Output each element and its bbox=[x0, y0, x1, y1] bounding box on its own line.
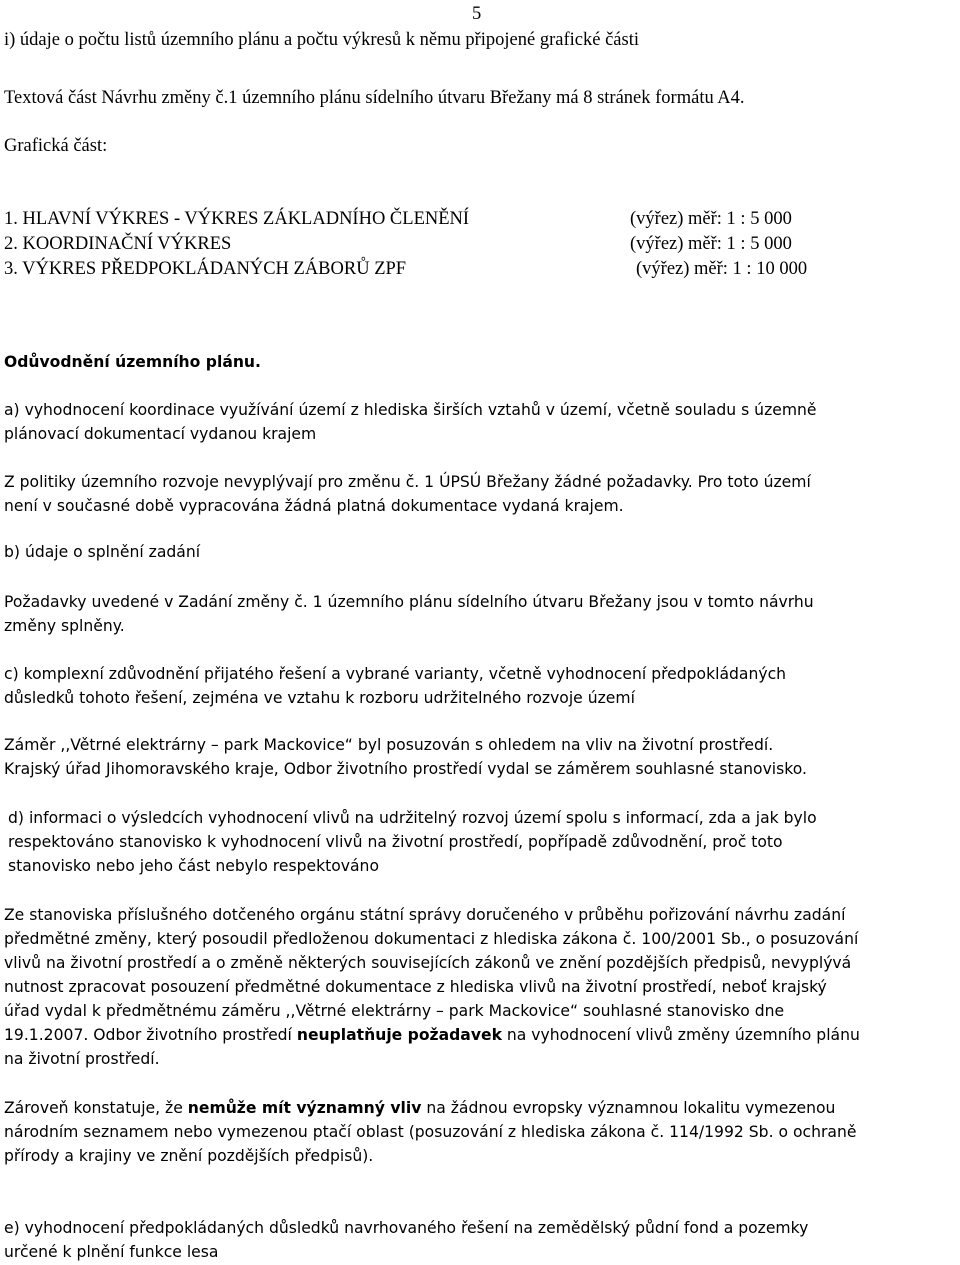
section-c-body: Krajský úřad Jihomoravského kraje, Odbor životního prostředí vydal se záměrem souhlasné stanovisko. bbox=[4, 760, 807, 778]
section-d-heading: respektováno stanovisko k vyhodnocení vlivů na životní prostředí, popřípadě zdůvodnění, proč toto bbox=[8, 833, 783, 851]
section-title: Odůvodnění územního plánu. bbox=[4, 353, 261, 371]
section-e-heading: e) vyhodnocení předpokládaných důsledků navrhovaného řešení na zemědělský půdní fond a pozemky bbox=[4, 1219, 809, 1237]
drawing-scale: (výřez) měř: 1 : 5 000 bbox=[630, 234, 792, 254]
emphasis-text: nemůže mít významný vliv bbox=[187, 1099, 422, 1117]
text-run: na žádnou evropsky významnou lokalitu vymezenou bbox=[421, 1099, 836, 1117]
text-part-info: Textová část Návrhu změny č.1 územního plánu sídelního útvaru Břežany má 8 stránek formátu A4. bbox=[4, 88, 745, 108]
drawing-item: 3. VÝKRES PŘEDPOKLÁDANÝCH ZÁBORŮ ZPF bbox=[4, 259, 407, 279]
drawing-item: 2. KOORDINAČNÍ VÝKRES bbox=[4, 234, 232, 254]
page-number: 5 bbox=[472, 4, 482, 24]
section-b-heading: b) údaje o splnění zadání bbox=[4, 543, 201, 561]
drawing-scale: (výřez) měř: 1 : 10 000 bbox=[636, 259, 808, 279]
text-line bbox=[4, 1023, 860, 1047]
section-c-body: Záměr ,,Větrné elektrárny – park Mackovice“ byl posuzován s ohledem na vliv na životní prostředí. bbox=[4, 736, 774, 754]
text-run: Zároveň konstatuje, že bbox=[4, 1099, 188, 1117]
section-b-body: změny splněny. bbox=[4, 617, 125, 635]
section-d-heading: stanovisko nebo jeho část nebylo respektováno bbox=[8, 857, 379, 875]
section-b-body: Požadavky uvedené v Zadání změny č. 1 územního plánu sídelního útvaru Břežany jsou v tomto návrhu bbox=[4, 593, 814, 611]
text-run: 19.1.2007. Odbor životního prostředí bbox=[4, 1026, 297, 1044]
text-line: vlivů na životní prostředí a o změně některých souvisejících zákonů ve znění pozdějších předpisů, nevyplývá bbox=[4, 954, 852, 972]
section-a-heading: a) vyhodnocení koordinace využívání území z hlediska širších vztahů v území, včetně souladu s územně bbox=[4, 401, 817, 419]
section-d-heading: d) informaci o výsledcích vyhodnocení vlivů na udržitelný rozvoj území spolu s informací, zda a jak bylo bbox=[8, 809, 817, 827]
text-line: Ze stanoviska příslušného dotčeného orgánu státní správy doručeného v průběhu pořizování návrhu zadání bbox=[4, 906, 846, 924]
section-c-heading: důsledků tohoto řešení, zejména ve vztahu k rozboru udržitelného rozvoje území bbox=[4, 689, 635, 707]
emphasis-text: neuplatňuje požadavek bbox=[296, 1026, 502, 1044]
text-line: národním seznamem nebo vymezenou ptačí oblast (posuzování z hlediska zákona č. 114/1992 Sb. o ochraně bbox=[4, 1123, 857, 1141]
text-line: nutnost zpracovat posouzení předmětné dokumentace z hlediska vlivů na životní prostředí, neboť krajský bbox=[4, 978, 827, 996]
drawing-item: 1. HLAVNÍ VÝKRES - VÝKRES ZÁKLADNÍHO ČLENĚNÍ bbox=[4, 209, 470, 229]
section-a-body: Z politiky územního rozvoje nevyplývají pro změnu č. 1 ÚPSÚ Břežany žádné požadavky. Pro toto území bbox=[4, 473, 811, 491]
heading-i: i) údaje o počtu listů územního plánu a počtu výkresů k němu připojené grafické části bbox=[4, 30, 639, 50]
text-line: předmětné změny, který posoudil předloženou dokumentaci z hlediska zákona č. 100/2001 Sb., o posuzování bbox=[4, 930, 859, 948]
section-c-heading: c) komplexní zdůvodnění přijatého řešení a vybrané varianty, včetně vyhodnocení předpokládaných bbox=[4, 665, 787, 683]
section-e-heading: určené k plnění funkce lesa bbox=[4, 1243, 219, 1261]
drawing-scale: (výřez) měř: 1 : 5 000 bbox=[630, 209, 792, 229]
section-a-heading: plánovací dokumentací vydanou krajem bbox=[4, 425, 317, 443]
text-line: na životní prostředí. bbox=[4, 1050, 160, 1068]
graphic-part-label: Grafická část: bbox=[4, 136, 108, 156]
text-run: na vyhodnocení vlivů změny územního plánu bbox=[501, 1026, 860, 1044]
text-line: úřad vydal k předmětnému záměru ,,Větrné elektrárny – park Mackovice“ souhlasné stanovisko dne bbox=[4, 1002, 785, 1020]
section-a-body: není v současné době vypracována žádná platná dokumentace vydaná krajem. bbox=[4, 497, 624, 515]
text-line bbox=[4, 1096, 835, 1120]
text-line: přírody a krajiny ve znění pozdějších předpisů). bbox=[4, 1147, 374, 1165]
